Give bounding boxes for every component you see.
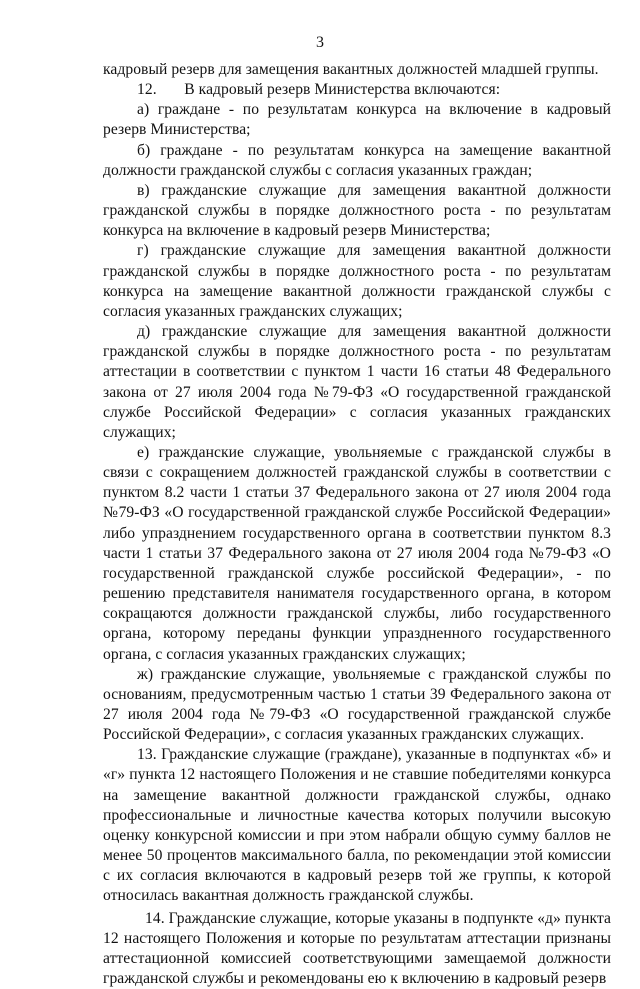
paragraph-item-14: 14. Гражданские служащие, которые указаны в подпункте «д» пункта 12 настоящего Положения и которые по результатам аттестации признаны аттестационной комиссией соответствующими замещаемой должности гражданской службы и рекомендованы ею к включению в кадровый резерв: [103, 909, 611, 988]
paragraph-subitem-g: г) гражданские служащие для замещения вакантной должности гражданской службы в порядке должностного роста - по результатам конкурса на замещение вакантной должности гражданской службы с согласия указанных гражданских служащих;: [103, 242, 611, 320]
paragraph-subitem-e: е) гражданские служащие, увольняемые с гражданской службы в связи с сокращением должностей гражданской службы в соответствии с пунктом 8.2 части 1 статьи 37 Федерального закона от 27 июля 2004 года №79-ФЗ «О государственной гражданской службе Российской Федерации» либо упразднением государственного органа в соответствии пунктом 8.3 части 1 статьи 37 Федерального закона от 27 июля 2004 года №79-ФЗ «О государственной гражданской службе российской Федерации», - по решению представителя нанимателя государственного органа, в котором сокращаются должности гражданской службы, либо государственного органа, которому переданы функции упраздненного государственного органа, с согласия указанных гражданских служащих;: [103, 443, 611, 663]
document-body: [103, 60, 611, 989]
paragraph-item-12: 12. В кадровый резерв Министерства включаются:: [137, 81, 501, 99]
paragraph-subitem-v: в) гражданские служащие для замещения вакантной должности гражданской службы в порядке должностного роста - по результатам конкурса на включение в кадровый резерв Министерства;: [103, 181, 611, 240]
paragraph-subitem-b: б) граждане - по результатам конкурса на замещение вакантной должности гражданской службы с согласия указанных граждан;: [103, 141, 611, 179]
paragraph-item-13: 13. Гражданские служащие (граждане), указанные в подпунктах «б» и «г» пункта 12 настоящего Положения и не ставшие победителями конкурса на замещение вакантной должности гражданской службы, однако профессиональные и личностные качества которых получили высокую оценку конкурсной комиссии и при этом набрали общую сумму баллов не менее 50 процентов максимального балла, по рекомендации этой комиссии с их согласия включаются в кадровый резерв той же группы, к которой относилась вакантная должность гражданской службы.: [103, 746, 611, 905]
paragraph-subitem-a: а) граждане - по результатам конкурса на включение в кадровый резерв Министерства;: [103, 101, 611, 139]
page-number: 3: [316, 34, 324, 51]
paragraph-subitem-d: д) гражданские служащие для замещения вакантной должности гражданской службы в порядке должностного роста - по результатам аттестации в соответствии с пунктом 1 части 16 статьи 48 Федерального закона от 27 июля 2004 года №79-ФЗ «О государственной гражданской службе Российской Федерации» с согласия указанных гражданских служащих;: [103, 323, 611, 441]
paragraph-subitem-zh: ж) гражданские служащие, увольняемые с гражданской службы по основаниям, предусмотренным частью 1 статьи 39 Федерального закона от 27 июля 2004 года №79-ФЗ «О государственной гражданской службе Российской Федерации», с согласия указанных гражданских служащих.: [103, 665, 611, 744]
paragraph-continuation: кадровый резерв для замещения вакантных должностей младшей группы.: [103, 61, 599, 78]
